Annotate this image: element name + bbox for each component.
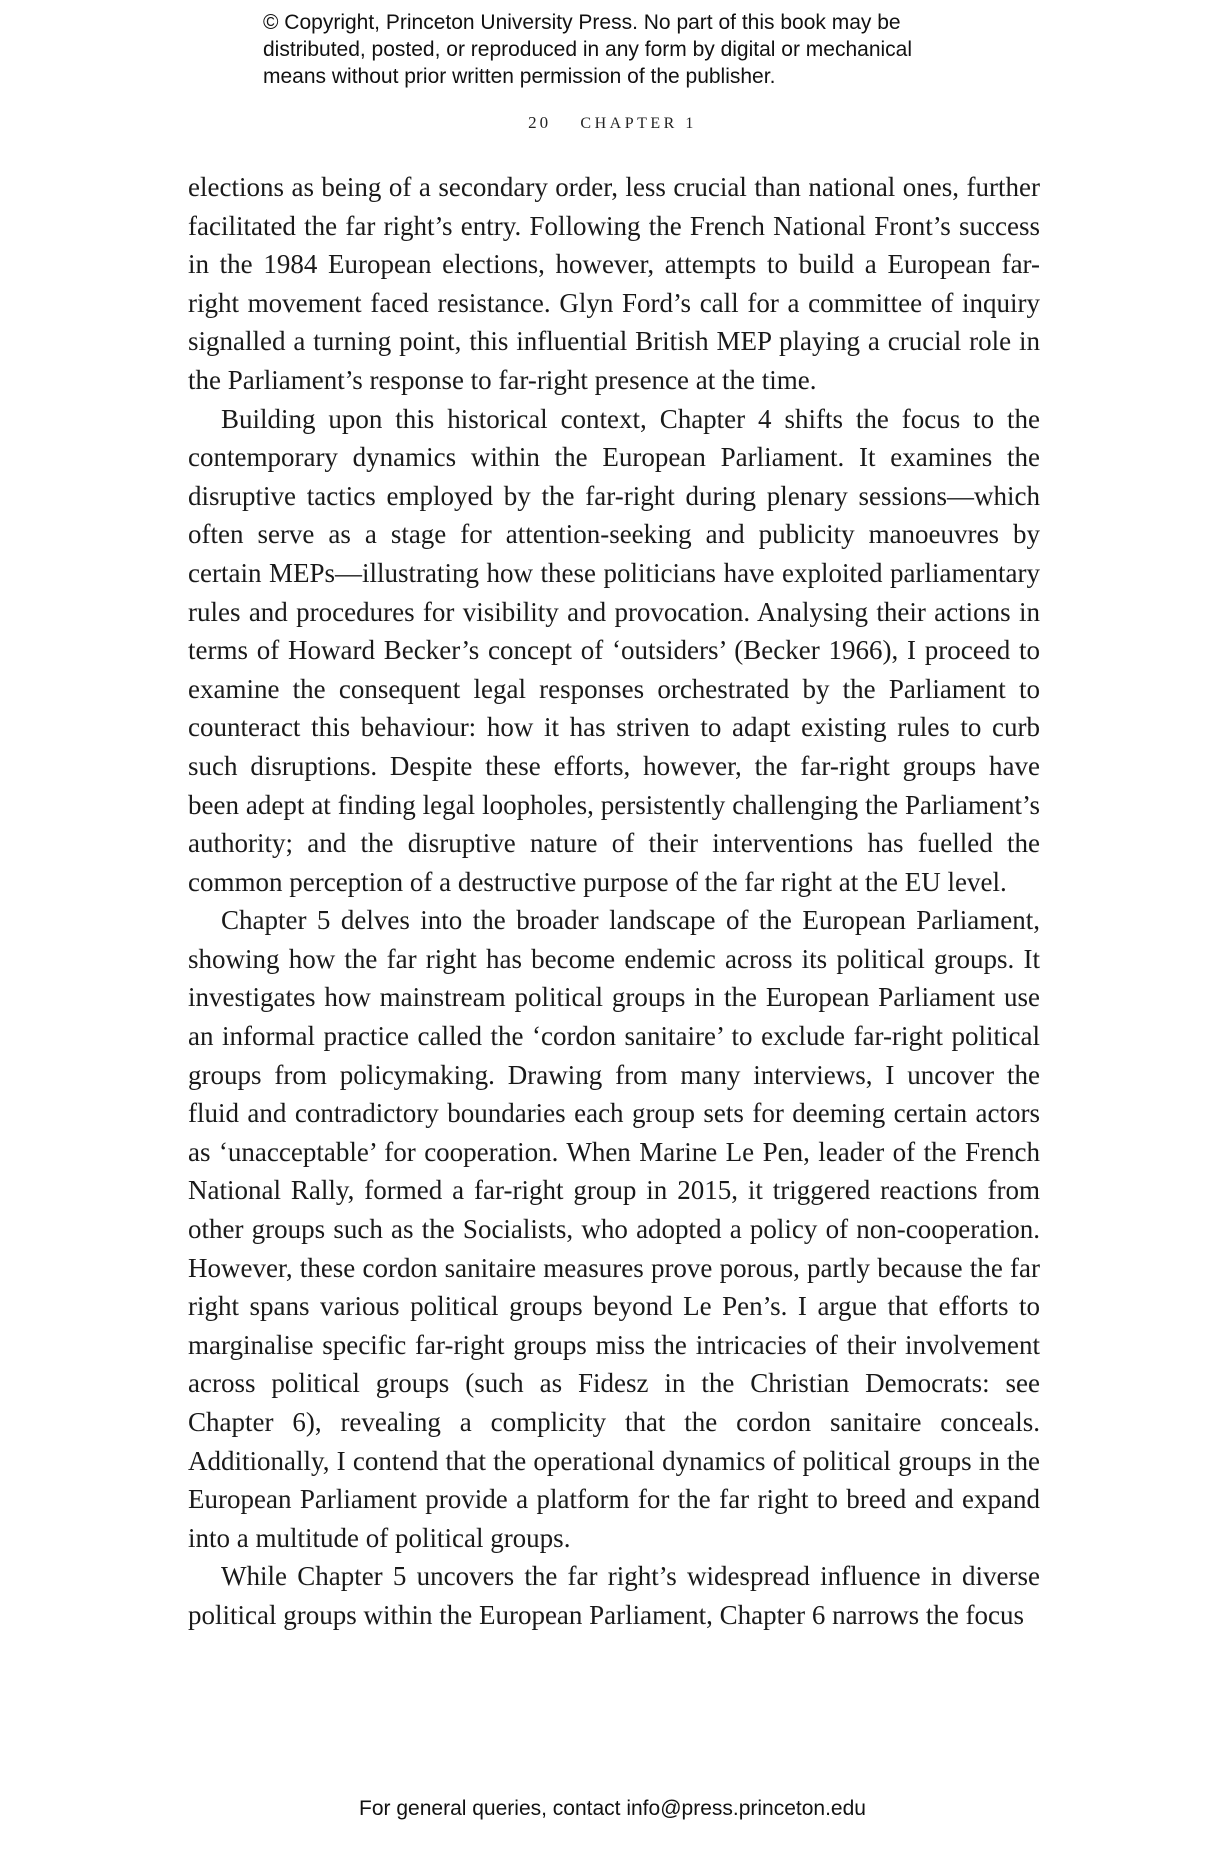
paragraph-4: While Chapter 5 uncovers the far right’s widespread influence in diverse political groups within the European Parliament, Chapter 6 narrows the focus [188,1561,1040,1630]
copyright-line-2: distributed, posted, or reproduced in any form by digital or mechanical [263,38,913,61]
paragraph-2: Building upon this historical context, Chapter 4 shifts the focus to the contemporary dynamics within the European Parliament. It examines the disruptive tactics employed by the far-right during plenary sessions—which often serve as a stage for attention-seeking and publicity manoeuvres by certain MEPs—illustrating how these politicians have exploited parliamentary rules and procedures for visibility and provocation. Analysing their actions in terms of Howard Becker’s concept of ‘outsiders’ (Becker 1966), I proceed to examine the consequent legal responses orchestrated by the Parliament to counteract this behaviour: how it has striven to adapt existing rules to curb such disruptions. Despite these efforts, however, the far-right groups have been adept at finding legal loopholes, persistently challenging the Parliament’s authority; and the disruptive nature of their interventions has fuelled the common perception of a destructive purpose of the far right at the EU level. [188,403,1040,897]
footer-contact: For general queries, contact info@press.princeton.edu [359,1797,866,1820]
paragraph-1: elections as being of a secondary order, less crucial than national ones, further facilitated the far right’s entry. Following the French National Front’s success in the 1984 European elections, however, attempts to build a European far-right movement faced resistance. Glyn Ford’s call for a committee of inquiry signalled a turning point, this influential British MEP playing a crucial role in the Parliament’s response to far-right presence at the time. [188,172,1040,395]
body-text [188,168,1040,1635]
copyright-line-3: means without prior written permission of the publisher. [263,65,776,88]
paragraph-3: Chapter 5 delves into the broader landscape of the European Parliament, showing how the far right has become endemic across its political groups. It investigates how mainstream political groups in the European Parliament use an informal practice called the ‘cordon sanitaire’ to exclude far-right political groups from policymaking. Drawing from many interviews, I uncover the fluid and contradictory boundaries each group sets for deeming certain actors as ‘unacceptable’ for cooperation. When Marine Le Pen, leader of the French National Rally, formed a far-right group in 2015, it triggered reactions from other groups such as the Socialists, who adopted a policy of non-cooperation. However, these cordon sanitaire measures prove porous, partly because the far right spans various political groups beyond Le Pen’s. I argue that efforts to marginalise specific far-right groups miss the intricacies of their involvement across political groups (such as Fidesz in the Christian Democrats: see Chapter 6), revealing a complicity that the cordon sanitaire conceals. Additionally, I contend that the operational dynamics of political groups in the European Parliament provide a platform for the far right to breed and expand into a multitude of political groups. [188,905,1040,1553]
chapter-label: CHAPTER 1 [580,115,697,132]
copyright-line-1: © Copyright, Princeton University Press. No part of this book may be [263,11,901,34]
copyright-notice [263,9,983,90]
running-head [0,113,1225,133]
page-number: 20 [528,113,552,132]
